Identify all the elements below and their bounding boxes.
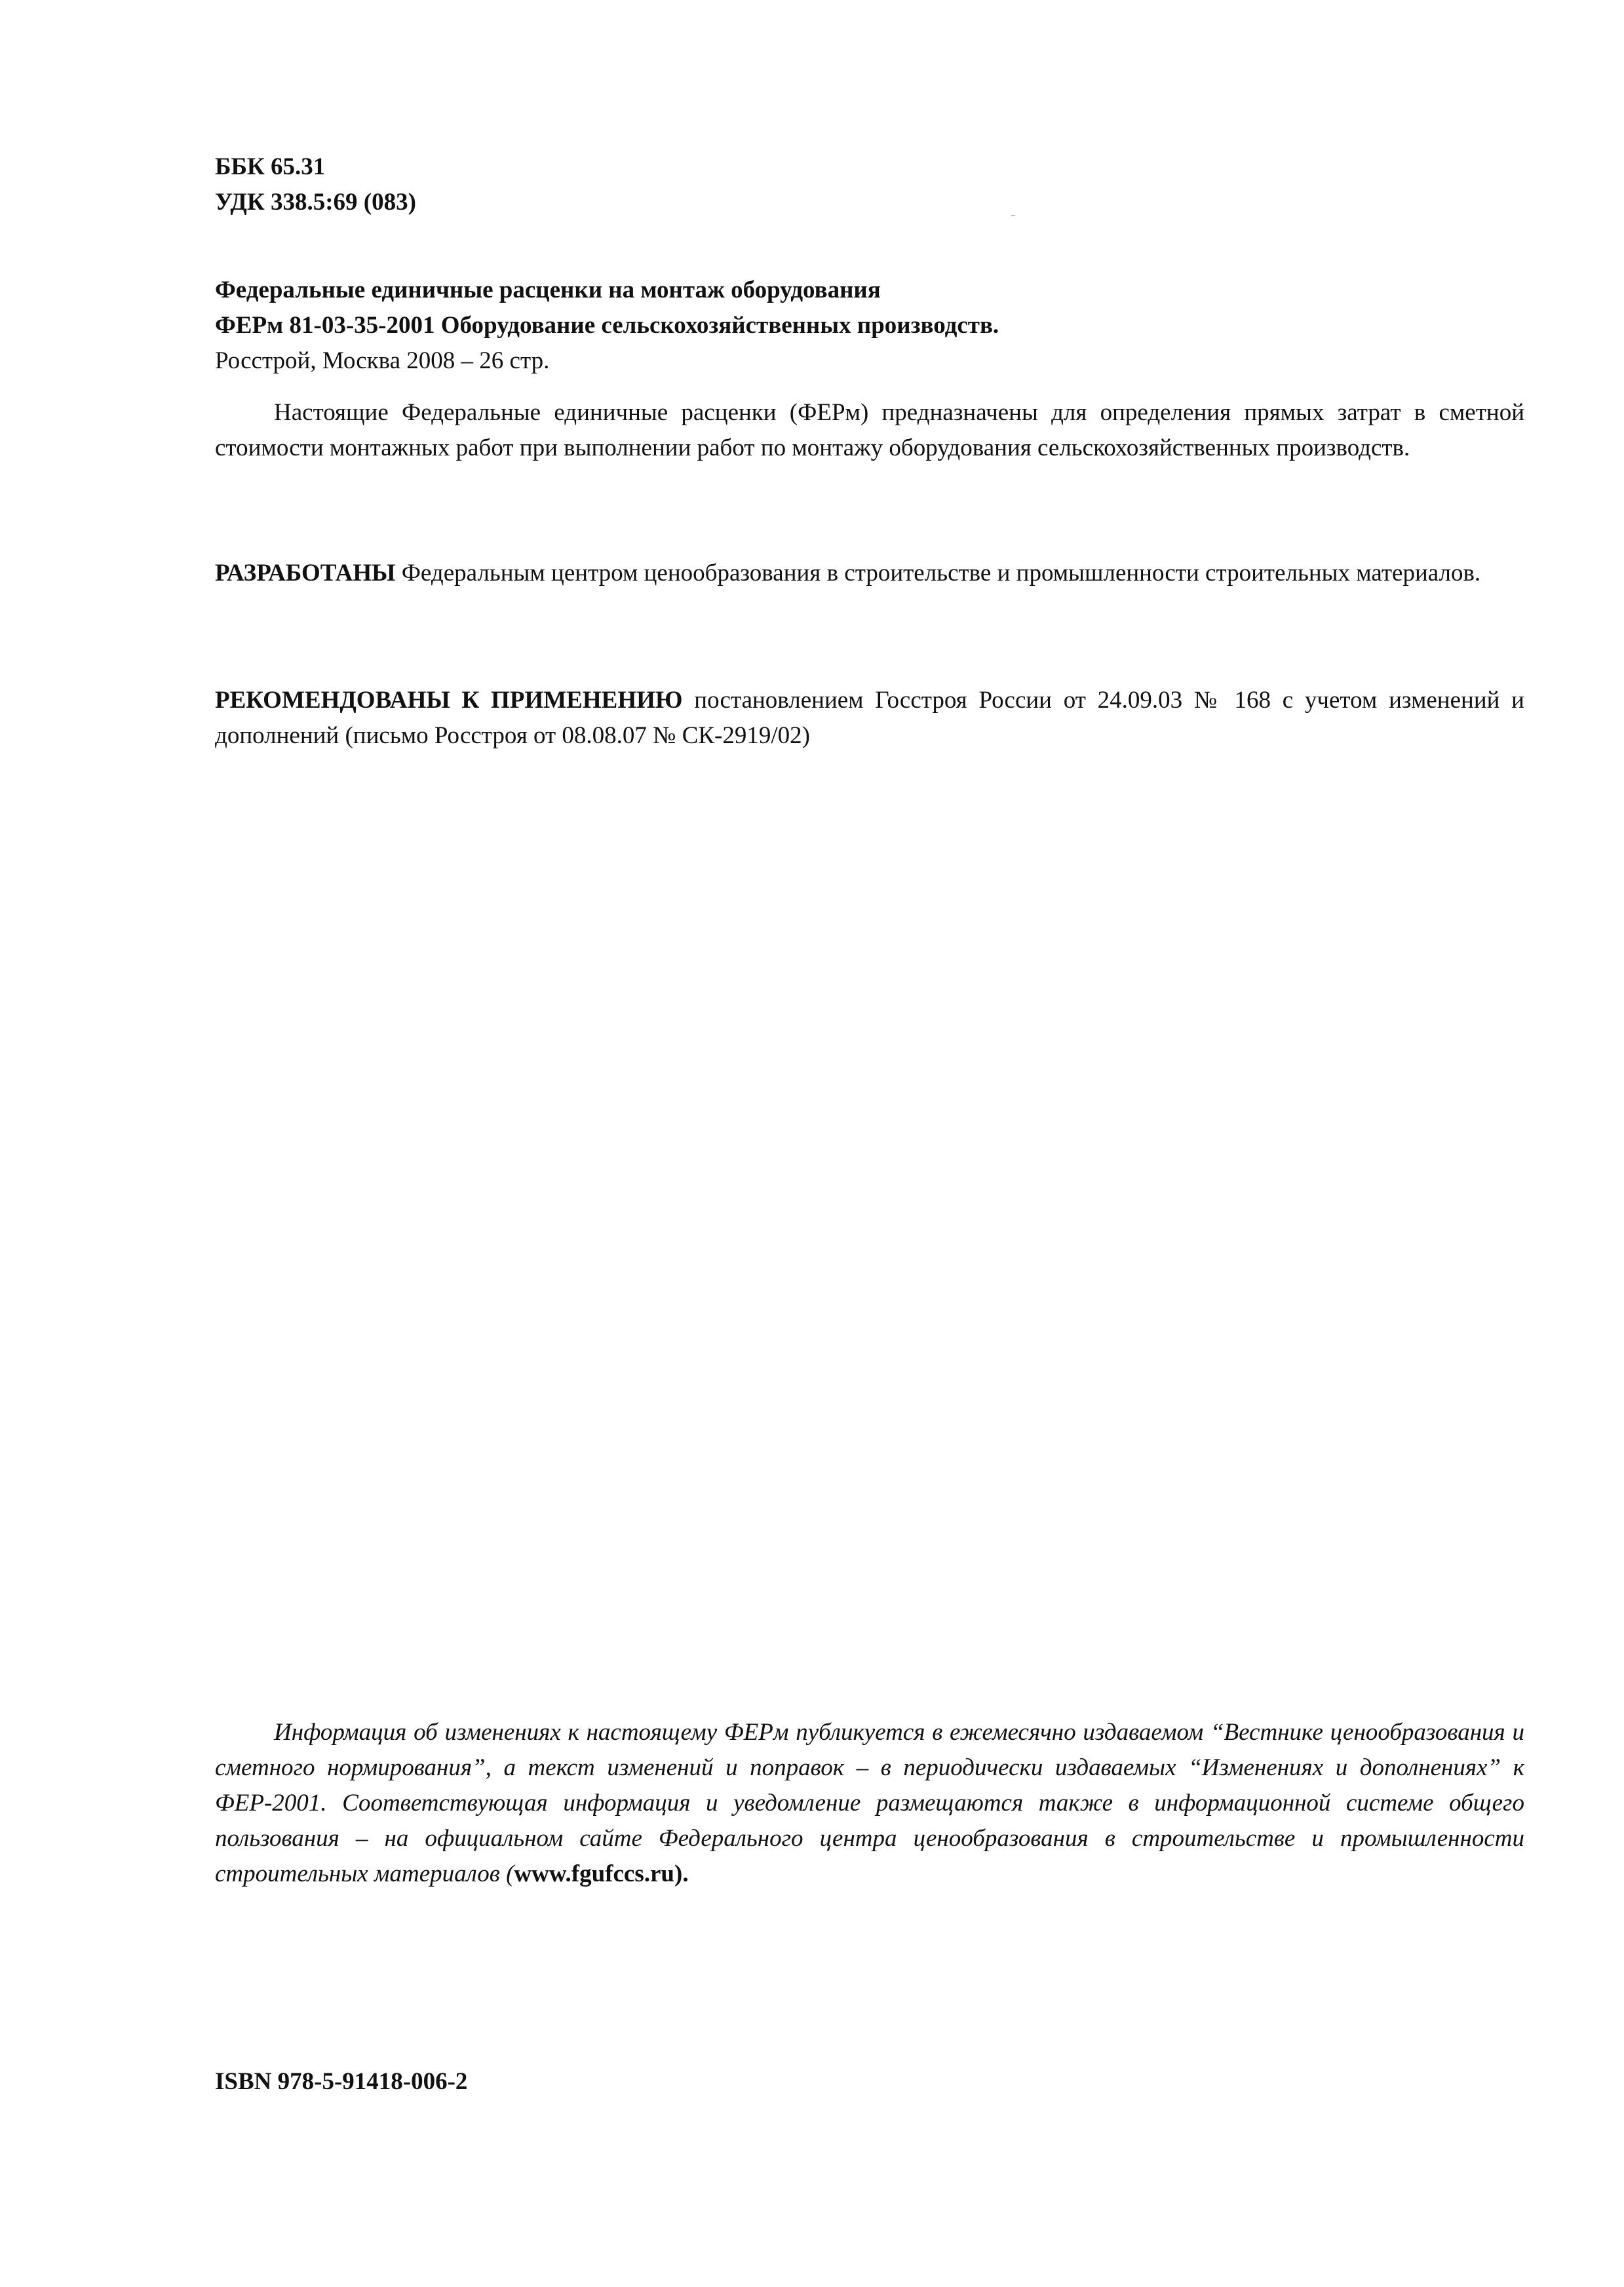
recommended-text: постановлением Госстроя России от 24.09.03 № 168 с учетом изменений и дополнений (письмо Росстроя от 08.08.07 № СК-2919/02)	[215, 687, 1524, 749]
info-notice-paragraph	[215, 1715, 1524, 1892]
info-notice-text: Информация об изменениях к настоящему ФЕРм публикуется в ежемесячно издаваемом “Вестнике ценообразования и сметного нормирования”, а текст изменений и поправок – в периодически издаваемых “Изменениях и дополнениях” к ФЕР-2001. Соответствующая информация и уведомление размещаются также в информационной системе общего пользования – на официальном сайте Федерального центра ценообразования в строительстве и промышленности строительных материалов (	[215, 1719, 1524, 1887]
website-link[interactable]: www.fgufccs.ru	[514, 1860, 674, 1887]
purpose-paragraph	[215, 395, 1524, 466]
developed-text: Федеральным центром ценообразования в строительстве и промышленности строительных материалов.	[395, 560, 1481, 586]
developed-paragraph	[215, 556, 1524, 591]
bbk-code: ББК 65.31	[215, 153, 326, 180]
udk-code: УДК 338.5:69 (083)	[215, 189, 416, 216]
recommended-paragraph	[215, 683, 1524, 754]
classification-codes	[215, 149, 1524, 220]
document-title: Федеральные единичные расценки на монтаж оборудования	[215, 277, 881, 303]
isbn: ISBN 978-5-91418-006-2	[215, 2068, 468, 2095]
purpose-text: Настоящие Федеральные единичные расценки (ФЕРм) предназначены для определения прямых затрат в сметной стоимости монтажных работ при выполнении работ по монтажу оборудования сельскохозяйственных производств.	[215, 399, 1524, 461]
developed-label: РАЗРАБОТАНЫ	[215, 560, 396, 586]
publisher-line: Росстрой, Москва 2008 – 26 стр.	[215, 347, 550, 374]
title-block	[215, 273, 1524, 379]
document-subtitle: ФЕРм 81-03-35-2001 Оборудование сельскохозяйственных производств.	[215, 312, 999, 339]
recommended-label: РЕКОМЕНДОВАНЫ К ПРИМЕНЕНИЮ	[215, 687, 683, 714]
info-notice-closing: ).	[674, 1860, 689, 1887]
